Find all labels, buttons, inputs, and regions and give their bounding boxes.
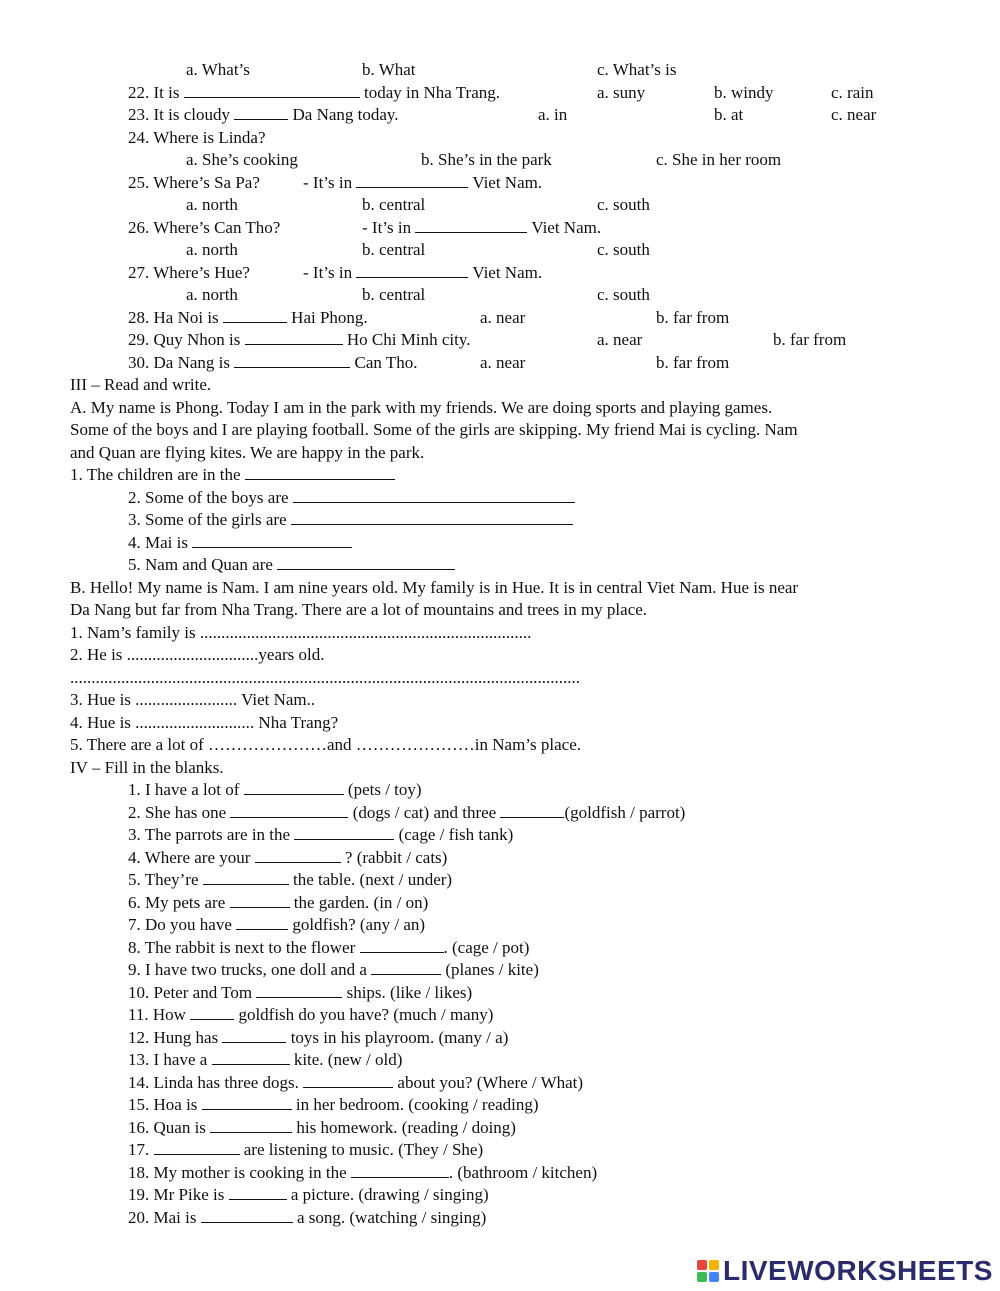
option-text: c. She in her room bbox=[656, 150, 782, 169]
answer-blank[interactable] bbox=[245, 465, 395, 480]
option-text: c. south bbox=[597, 195, 650, 214]
question-text: 1. Nam’s family is .............................................................................. bbox=[70, 623, 532, 642]
answer-blank[interactable] bbox=[255, 848, 341, 863]
fill-item: 9. I have two trucks, one doll and a (planes / kite) bbox=[128, 960, 539, 979]
option-text: a. suny bbox=[597, 83, 646, 102]
option-text: a. What’s bbox=[186, 60, 250, 79]
option-text: a. in bbox=[538, 105, 568, 124]
fill-item: 8. The rabbit is next to the flower . (cage / pot) bbox=[128, 938, 530, 957]
question-text: 3. Some of the girls are bbox=[128, 510, 573, 530]
question-text: 28. Ha Noi is Hai Phong. bbox=[128, 308, 368, 327]
question-text: 26. Where’s Can Tho? bbox=[128, 218, 281, 237]
fill-item: 3. The parrots are in the (cage / fish tank) bbox=[128, 825, 514, 844]
fill-item: 5. They’re the table. (next / under) bbox=[128, 870, 453, 889]
answer-blank[interactable] bbox=[291, 510, 573, 525]
answer-blank[interactable] bbox=[294, 825, 394, 840]
option-text: a. near bbox=[480, 308, 526, 327]
liveworksheets-logo bbox=[697, 1254, 993, 1288]
answer-blank[interactable] bbox=[230, 803, 348, 818]
option-text: b. She’s in the park bbox=[421, 150, 552, 169]
question-text: 3. Hue is ........................ Viet Nam.. bbox=[70, 690, 316, 709]
option-text: c. rain bbox=[831, 83, 874, 102]
question-text: 2. He is ...............................years old. bbox=[70, 645, 325, 664]
answer-blank[interactable] bbox=[236, 915, 288, 930]
fill-item: 11. How goldfish do you have? (much / many) bbox=[128, 1005, 494, 1024]
option-text: a. north bbox=[186, 285, 238, 304]
option-text: b. central bbox=[362, 285, 426, 304]
answer-blank[interactable] bbox=[229, 1185, 287, 1200]
answer-blank[interactable] bbox=[234, 105, 288, 120]
passage-line: A. My name is Phong. Today I am in the park with my friends. We are doing sports and playing games. bbox=[70, 398, 773, 417]
answer-blank[interactable] bbox=[192, 533, 352, 548]
option-text: c. What’s is bbox=[597, 60, 677, 79]
option-text: b. at bbox=[714, 105, 744, 124]
passage-line: and Quan are flying kites. We are happy in the park. bbox=[70, 443, 425, 462]
answer-blank[interactable] bbox=[351, 1163, 449, 1178]
fill-item: 10. Peter and Tom ships. (like / likes) bbox=[128, 983, 473, 1002]
option-text: b. far from bbox=[656, 308, 730, 327]
answer-blank[interactable] bbox=[277, 555, 455, 570]
answer-blank[interactable] bbox=[500, 803, 564, 818]
answer-blank[interactable] bbox=[245, 330, 343, 345]
passage-line: Some of the boys and I are playing football. Some of the girls are skipping. My friend Mai is cycling. Nam bbox=[70, 420, 798, 439]
question-text: 4. Mai is bbox=[128, 533, 352, 553]
question-text: - It’s in Viet Nam. bbox=[303, 263, 543, 282]
answer-blank[interactable] bbox=[210, 1118, 292, 1133]
option-text: a. north bbox=[186, 195, 238, 214]
answer-blank[interactable] bbox=[223, 308, 287, 323]
answer-blank[interactable] bbox=[184, 83, 360, 98]
logo-text: LIVEWORKSHEETS bbox=[723, 1255, 993, 1286]
answer-blank[interactable] bbox=[190, 1005, 234, 1020]
logo-square-red bbox=[697, 1260, 707, 1270]
question-text: 27. Where’s Hue? bbox=[128, 263, 250, 282]
option-text: b. central bbox=[362, 240, 426, 259]
fill-item: 12. Hung has toys in his playroom. (many / a) bbox=[128, 1028, 509, 1047]
fill-item: 15. Hoa is in her bedroom. (cooking / reading) bbox=[128, 1095, 539, 1114]
answer-blank[interactable] bbox=[202, 1095, 292, 1110]
question-text: 24. Where is Linda? bbox=[128, 128, 266, 147]
question-text: 1. The children are in the bbox=[70, 465, 395, 485]
answer-blank[interactable] bbox=[293, 488, 575, 503]
option-text: b. What bbox=[362, 60, 416, 79]
option-text: c. south bbox=[597, 240, 650, 259]
question-text: 29. Quy Nhon is Ho Chi Minh city. bbox=[128, 330, 471, 349]
passage-line: B. Hello! My name is Nam. I am nine years old. My family is in Hue. It is in central Viet Nam. Hue is near bbox=[70, 578, 799, 597]
fill-item: 18. My mother is cooking in the . (bathroom / kitchen) bbox=[128, 1163, 598, 1182]
question-text: 30. Da Nang is Can Tho. bbox=[128, 353, 418, 372]
answer-blank[interactable] bbox=[244, 780, 344, 795]
answer-blank[interactable] bbox=[201, 1208, 293, 1223]
fill-item: 19. Mr Pike is a picture. (drawing / singing) bbox=[128, 1185, 489, 1204]
answer-blank[interactable] bbox=[356, 173, 468, 188]
answer-blank[interactable] bbox=[203, 870, 289, 885]
option-text: b. far from bbox=[656, 353, 730, 372]
question-text: 5. There are a lot of …………………and …………………in Nam’s place. bbox=[70, 735, 581, 754]
answer-blank[interactable] bbox=[256, 983, 342, 998]
option-text: b. far from bbox=[773, 330, 847, 349]
logo-icon bbox=[697, 1260, 719, 1282]
question-text: 2. Some of the boys are bbox=[128, 488, 575, 508]
answer-blank[interactable] bbox=[415, 218, 527, 233]
fill-item: 7. Do you have goldfish? (any / an) bbox=[128, 915, 426, 934]
fill-item: 2. She has one (dogs / cat) and three (goldfish / parrot) bbox=[128, 803, 686, 822]
answer-blank[interactable] bbox=[303, 1073, 393, 1088]
option-text: c. south bbox=[597, 285, 650, 304]
answer-blank[interactable] bbox=[230, 893, 290, 908]
answer-blank[interactable] bbox=[212, 1050, 290, 1065]
option-text: a. near bbox=[597, 330, 643, 349]
fill-item: 20. Mai is a song. (watching / singing) bbox=[128, 1208, 487, 1227]
question-text: - It’s in Viet Nam. bbox=[303, 173, 543, 192]
fill-item: 4. Where are your ? (rabbit / cats) bbox=[128, 848, 448, 867]
answer-blank[interactable] bbox=[371, 960, 441, 975]
fill-item: 14. Linda has three dogs. about you? (Where / What) bbox=[128, 1073, 584, 1092]
option-text: a. north bbox=[186, 240, 238, 259]
logo-square-blue bbox=[709, 1272, 719, 1282]
question-text: 5. Nam and Quan are bbox=[128, 555, 455, 575]
option-text: a. She’s cooking bbox=[186, 150, 298, 169]
question-text: - It’s in Viet Nam. bbox=[362, 218, 602, 237]
option-text: a. near bbox=[480, 353, 526, 372]
fill-item: 6. My pets are the garden. (in / on) bbox=[128, 893, 429, 912]
option-text: b. windy bbox=[714, 83, 774, 102]
question-text: 25. Where’s Sa Pa? bbox=[128, 173, 260, 192]
question-text: 23. It is cloudy Da Nang today. bbox=[128, 105, 399, 124]
dotted-answer-line: ........................................................................................................................ bbox=[70, 668, 580, 687]
fill-item: 16. Quan is his homework. (reading / doing) bbox=[128, 1118, 516, 1137]
section-heading: IV – Fill in the blanks. bbox=[70, 758, 224, 777]
answer-blank[interactable] bbox=[222, 1028, 286, 1043]
logo-square-green bbox=[697, 1272, 707, 1282]
fill-item: 1. I have a lot of (pets / toy) bbox=[128, 780, 422, 799]
answer-blank[interactable] bbox=[360, 938, 444, 953]
question-text: 4. Hue is ............................ Nha Trang? bbox=[70, 713, 339, 732]
answer-blank[interactable] bbox=[154, 1140, 240, 1155]
answer-blank[interactable] bbox=[234, 353, 350, 368]
fill-item: 13. I have a kite. (new / old) bbox=[128, 1050, 403, 1069]
fill-item: 17. are listening to music. (They / She) bbox=[128, 1140, 484, 1159]
logo-square-yellow bbox=[709, 1260, 719, 1270]
passage-line: Da Nang but far from Nha Trang. There are a lot of mountains and trees in my place. bbox=[70, 600, 648, 619]
question-text: 22. It is today in Nha Trang. bbox=[128, 83, 500, 102]
answer-blank[interactable] bbox=[356, 263, 468, 278]
section-heading: III – Read and write. bbox=[70, 375, 212, 394]
option-text: c. near bbox=[831, 105, 877, 124]
option-text: b. central bbox=[362, 195, 426, 214]
